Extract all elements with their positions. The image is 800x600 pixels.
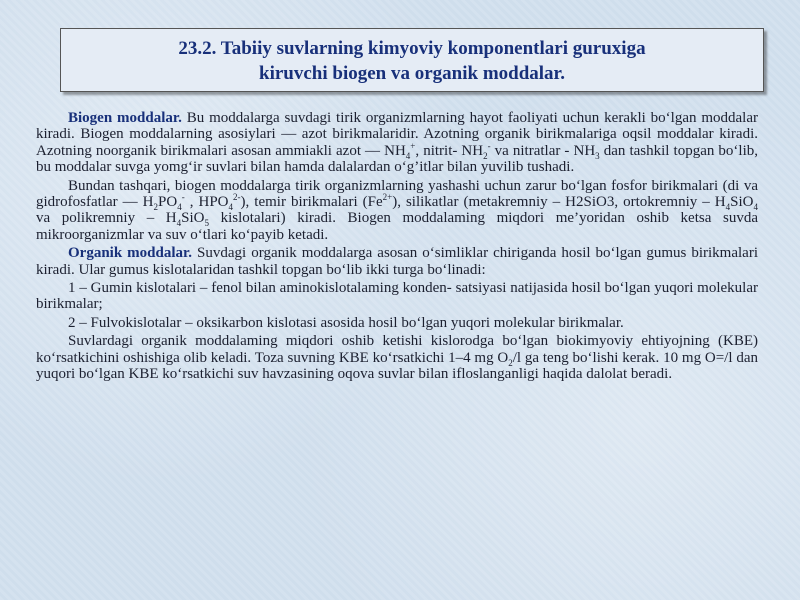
subscript: 5: [204, 218, 209, 229]
subscript: 4: [176, 218, 182, 229]
subscript: 4: [725, 202, 731, 213]
paragraph-kbe: [36, 333, 758, 382]
title-line-2: kiruvchi biogen va organik moddalar.: [259, 63, 565, 84]
text: Suvlardagi organik moddalaming miqdori oshib ketishi kislorodga bo‘lgan biokimyoviy ehtiyojning (KBE) ko‘rsatkichini oshishiga olib keladi. Toza suvning KBE ko‘rsatkichi 1–4 mg O: [36, 333, 758, 366]
slide-title-box: [60, 28, 764, 92]
text: dan tashkil topgan bo‘lib, bu moddalar suvga yomg‘ir suvlari bilan hamda dalalardan o‘g’itlar bilan yuvilib tushadi.: [36, 142, 759, 176]
text: kislotalari) kiradi. Biogen moddalaming miqdori me’yoridan oshib ketsa suvda mikroorganizmlar va suv o‘tlari ko‘payib ketadi.: [36, 210, 758, 243]
text: Bu moddalarga suvdagi tirik organizmlarning hayot faoliyati uchun kerakli bo‘lgan moddalar kiradi. Biogen moddalarning asosiylari — azot birikmalaridir. Azotning organik birikmalariga oqsil moddalar kiradi. Azotning noorganik birikmalari asosan ammiakli azot — NH: [36, 110, 758, 159]
paragraph-phosphorus: [36, 178, 758, 244]
subscript: 4: [753, 202, 758, 213]
subscript: 4: [405, 150, 411, 161]
text: SiO: [730, 194, 754, 211]
subscript: 2: [153, 202, 159, 213]
paragraph-organic: [36, 245, 758, 278]
slide-body: [36, 110, 758, 385]
paragraph-biogen: [36, 110, 758, 176]
subscript: 4: [177, 202, 182, 213]
subscript: 2: [483, 150, 488, 161]
text: ), silikatlar (metakremniy – H2SiO3, ortokremniy – H: [392, 194, 726, 211]
superscript: +: [410, 140, 416, 151]
text: , HPO: [184, 194, 229, 211]
text: va polikremniy – H: [36, 210, 177, 227]
text: PO: [158, 194, 178, 211]
paragraph-list-item-1: 1 – Gumin kislotalari – fenol bilan aminokislotalaming konden- satsiyasi natijasida hosil bo‘lgan yuqori molekular birikmalar;: [36, 280, 758, 313]
superscript: 2-: [233, 192, 241, 203]
subscript: 2: [508, 357, 513, 368]
title-line-1: 23.2. Tabiiy suvlarning kimyoviy komponentlari guruxiga: [178, 38, 646, 59]
subscript: 3: [595, 150, 600, 161]
superscript: -: [487, 140, 491, 151]
subscript: 4: [228, 202, 234, 213]
heading-organic: Organik moddalar.: [68, 245, 193, 262]
text: Bundan tashqari, biogen moddalarga tirik organizmlarning yashashi uchun zarur bo‘lgan fosfor birikmalari (di va gidrofosfatlar — H: [36, 177, 758, 211]
text: SiO: [181, 210, 205, 227]
text: va nitratlar - NH: [490, 142, 596, 159]
superscript: -: [181, 192, 185, 203]
text: , nitrit- NH: [415, 142, 484, 159]
superscript: 2+: [382, 192, 393, 203]
heading-biogen: Biogen moddalar.: [68, 110, 182, 126]
text: /l ga teng bo‘lishi kerak. 10 mg O=/l dan yuqori bo‘lgan KBE ko‘rsatkichi suv havzasining oqova suvlar bilan ifloslanganligi haqida dalolat beradi.: [36, 349, 758, 383]
paragraph-list-item-2: 2 – Fulvokislotalar – oksikarbon kislotasi asosida hosil bo‘lgan yuqori molekular birikmalar.: [68, 314, 624, 331]
text: Suvdagi organik moddalarga asosan o‘simliklar chiriganda hosil bo‘lgan gumus birikmalari kiradi. Ular gumus kislotalaridan tashkil topgan bo‘lib ikki turga bo‘linadi:: [36, 245, 758, 278]
text: ), temir birikmalari (Fe: [240, 194, 383, 211]
